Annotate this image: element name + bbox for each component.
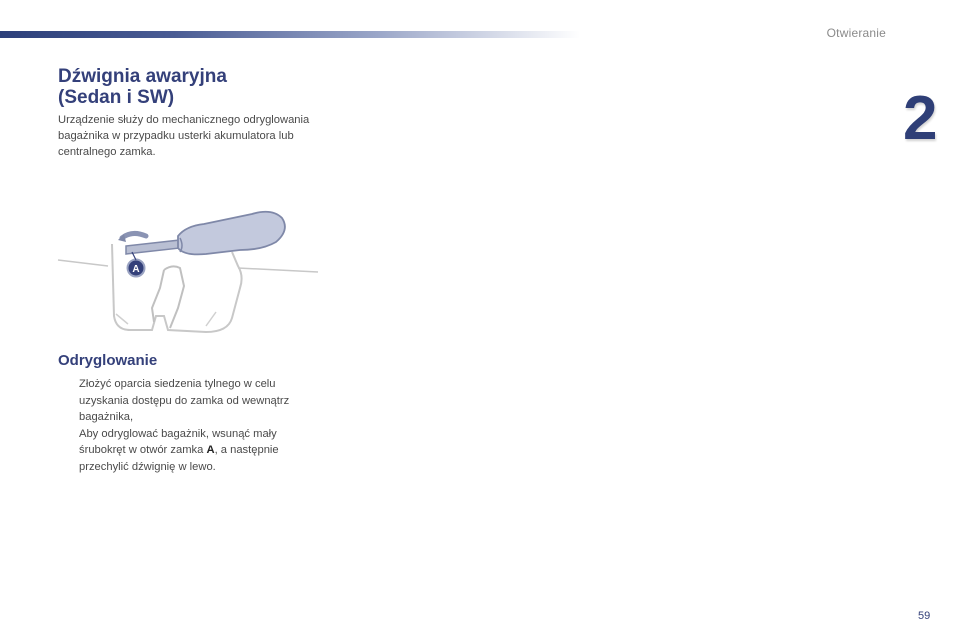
trim-line-right xyxy=(238,268,318,272)
intro-paragraph: Urządzenie służy do mechanicznego odryglowania bagażnika w przypadku usterki akumulatora lub centralnego zamka. xyxy=(58,114,310,158)
title-line-2: (Sedan i SW) xyxy=(58,87,175,108)
marker-a-label: A xyxy=(132,264,140,275)
page-title xyxy=(58,66,318,108)
list-item xyxy=(58,426,320,476)
trim-line-left xyxy=(58,260,108,266)
step-2-marker-ref: A xyxy=(206,444,215,456)
steps-list xyxy=(58,376,320,475)
emergency-lever-illustration xyxy=(56,204,320,336)
latch-shape xyxy=(152,266,184,328)
step-2-text-before: Aby odryglować bagażnik, wsunąć mały śrubokręt w otwór zamka xyxy=(79,427,277,456)
chapter-number: 2 xyxy=(903,84,938,153)
lock-housing-outline xyxy=(112,244,242,332)
section-subtitle: Odryglowanie xyxy=(58,352,158,369)
list-item xyxy=(58,376,320,426)
title-line-1: Dźwignia awaryjna xyxy=(58,66,227,87)
header-gradient-bar xyxy=(0,31,580,38)
lock-lever-arm xyxy=(122,233,146,238)
step-2-text-after: , a następnie przechylić dźwignię w lewo. xyxy=(79,444,279,473)
screwdriver-handle xyxy=(178,212,285,255)
section-label: Otwieranie xyxy=(826,26,886,40)
step-1-text: Złożyć oparcia siedzenia tylnego w celu uzyskania dostępu do zamka od wewnątrz bagażnika, xyxy=(79,378,290,423)
page-number: 59 xyxy=(918,610,931,622)
screwdriver-shaft xyxy=(126,240,180,254)
